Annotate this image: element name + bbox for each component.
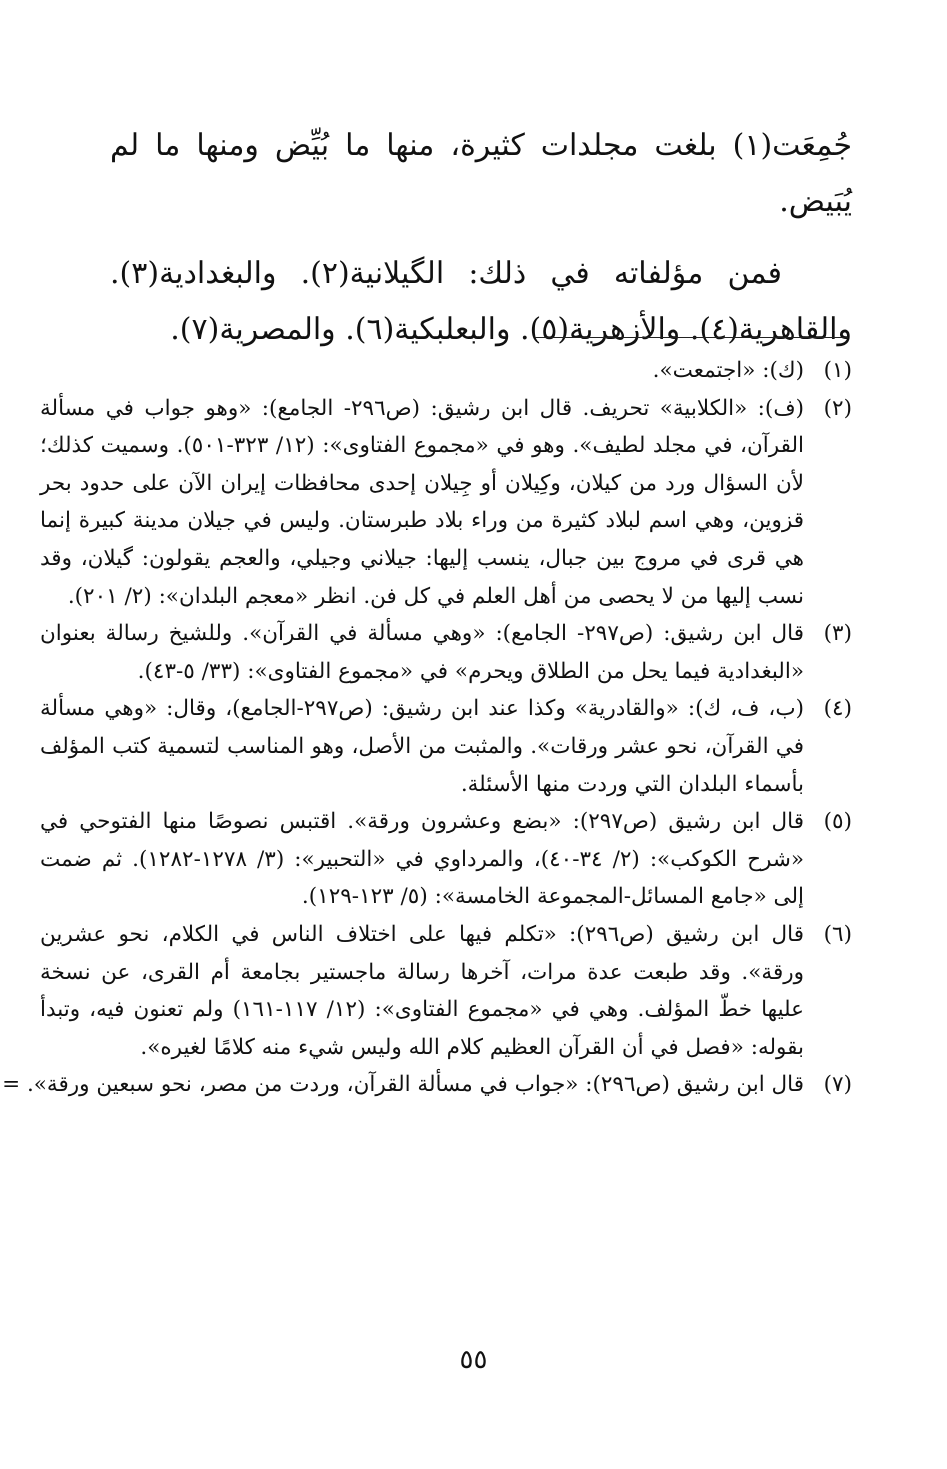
footnote-3 xyxy=(40,615,852,690)
footnote-text: قال ابن رشيق (ص٢٩٦): «جواب في مسألة القرآن، وردت من مصر، نحو سبعين ورقة». = xyxy=(2,1072,804,1098)
footnote-1 xyxy=(40,352,852,390)
footnote-text: (ف): «الكلابية» تحريف. قال ابن رشيق: (ص٢٩٦- الجامع): «وهو جواب في مسألة القرآن، في مجلد لطيف». وهو في «مجموع الفتاوى»: (١٢/ ٣٢٣-٥٠١). وسميت كذلك؛ لأن السؤال ورد من كيلان، وكِيلان أو جِيلان إحدى محافظات إيران الآن على حدود بحر قزوين، وهي اسم لبلاد كثيرة من وراء بلاد طبرستان. وليس في جيلان مدينة كبيرة إنما هي قرى في مروج بين جبال، ينسب إليها: جيلاني وجيلي، والعجم يقولون: گيلان، وقد نسب إليها من لا يحصى من أهل العلم في كل فن. انظر «معجم البلدان»: (٢/ ٢٠١). xyxy=(40,395,805,609)
footnote-text: قال ابن رشيق (ص٢٩٦): «تكلم فيها على اختلاف الناس في الكلام، نحو عشرين ورقة». وقد طبعت عدة مرات، آخرها رسالة ماجستير بجامعة أم القرى، عن نسخة عليها خطّ المؤلف. وهي في «مجموع الفتاوى»: (١٢/ ١١٧-١٦١) ولم تعنون فيه، وتبدأ بقوله: «فصل في أن القرآن العظيم كلام الله وليس شيء منه كلامًا لغيره». xyxy=(40,921,804,1060)
footnotes xyxy=(2,352,852,1104)
footnote-number: (٥) xyxy=(823,809,852,835)
page-number: ٥٥ xyxy=(459,1345,488,1375)
footnote-2 xyxy=(40,390,852,616)
footnote-number: (٤) xyxy=(823,696,852,722)
footnote-number: (٦) xyxy=(823,921,852,947)
footnote-number: (٢) xyxy=(823,395,852,421)
footnote-7 xyxy=(2,1066,852,1104)
footnote-6 xyxy=(40,916,852,1066)
footnote-number: (٣) xyxy=(823,621,852,647)
footnote-text: (ب، ف، ك): «والقادرية» وكذا عند ابن رشيق: (ص٢٩٧-الجامع)، وقال: «وهي مسألة في القرآن، نحو عشر ورقات». والمثبت من الأصل، وهو المناسب لتسمية كتب المؤلف بأسماء البلدان التي وردت منها الأسئلة. xyxy=(40,696,804,797)
main-text xyxy=(110,118,852,358)
main-paragraph-1: جُمِعَت(١) بلغت مجلدات كثيرة، منها ما بُيِّض ومنها ما لم يُبَيض. xyxy=(110,128,852,219)
footnote-4 xyxy=(40,690,852,803)
footnote-text: قال ابن رشيق: (ص٢٩٧- الجامع): «وهي مسألة في القرآن». وللشيخ رسالة بعنوان «البغدادية فيما يحل من الطلاق ويحرم» في «مجموع الفتاوى»: (٣٣/ ٥-٤٣). xyxy=(40,621,804,684)
footnote-number: (١) xyxy=(823,358,852,383)
footnote-text: (ك): «اجتمعت». xyxy=(652,358,804,383)
footnote-separator xyxy=(535,337,848,338)
footnote-text: قال ابن رشيق (ص٢٩٧): «بضع وعشرون ورقة». اقتبس نصوصًا منها الفتوحي في «شرح الكوكب»: (٢/ ٣٤-٤٠)، والمرداوي في «التحبير»: (٣/ ١٢٧٨-١٢٨٢). ثم ضمت إلى «جامع المسائل-المجموعة الخامسة»: (٥/ ١٢٣-١٢٩). xyxy=(40,809,804,910)
footnote-number: (٧) xyxy=(823,1072,852,1098)
main-paragraph-2: فمن مؤلفاته في ذلك: الگيلانية(٢). والبغدادية(٣). والقاهرية(٤). والأزهرية(٥). والبعلبكية(٦). والمصرية(٧). xyxy=(110,256,852,347)
footnote-5 xyxy=(40,803,852,916)
